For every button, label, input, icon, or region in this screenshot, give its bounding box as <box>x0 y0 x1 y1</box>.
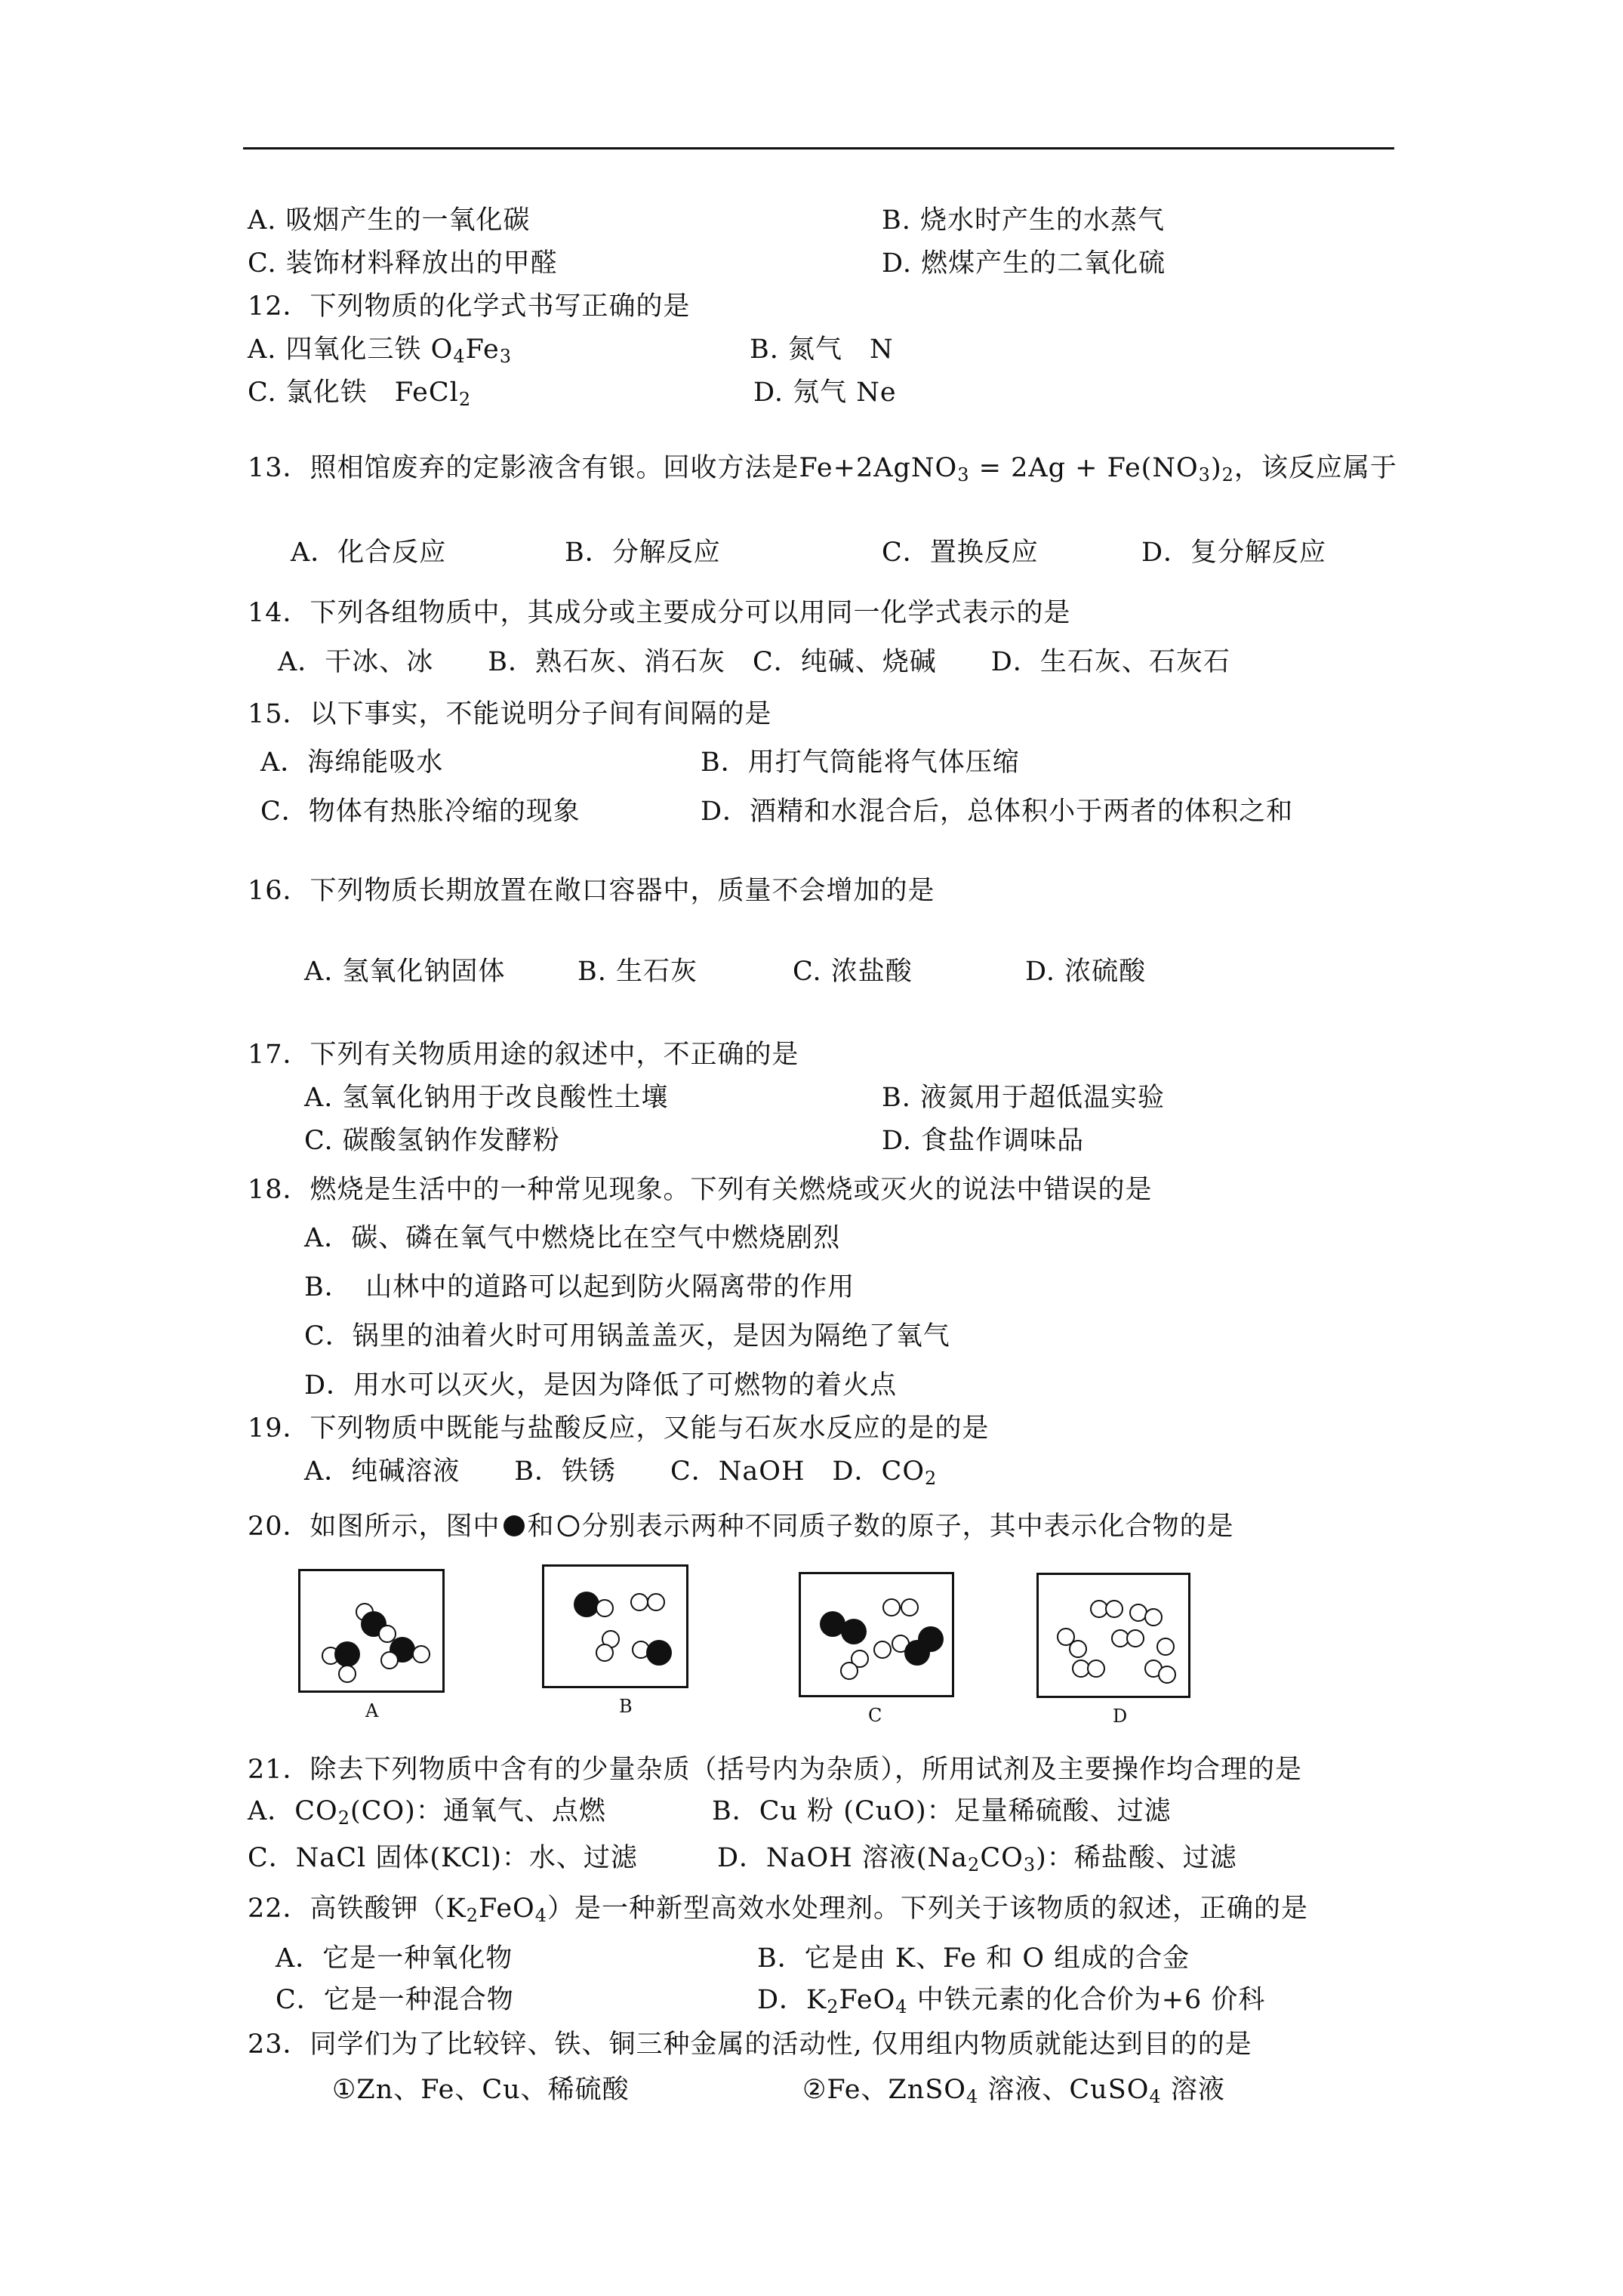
molecule-diagram-d <box>1039 1575 1188 1696</box>
q16-option-c: C. 浓盐酸 <box>793 957 913 987</box>
q13-option-a: A．化合反应 <box>291 538 447 568</box>
filled-atom-icon <box>502 1514 526 1538</box>
q18-option-d: D．用水可以灭火，是因为降低了可燃物的着火点 <box>304 1370 898 1401</box>
diagram-d <box>1036 1573 1190 1698</box>
q22-option-b: B．它是由 K、Fe 和 O 组成的合金 <box>757 1943 1190 1974</box>
q21-option-d: D．NaOH 溶液$(Na_2CO_3)$：稀盐酸、过滤 <box>717 1843 1237 1875</box>
q21-option-c: C．NaCl 固体(KCl)：水、过滤 <box>248 1843 638 1873</box>
q19-stem: 19．下列物质中既能与盐酸反应，又能与石灰水反应的是的是 <box>248 1413 990 1444</box>
molecule-diagram-b <box>544 1567 686 1686</box>
q12-option-d: D. 氖气 Ne <box>753 378 897 408</box>
q12-option-b: B. 氮气 N <box>750 334 894 365</box>
q12-option-c: C. 氯化铁 FeCl$_2$ <box>248 378 472 410</box>
q12-stem: 12．下列物质的化学式书写正确的是 <box>248 291 691 322</box>
q16-option-b: B. 生石灰 <box>577 957 698 987</box>
q17-option-c: C. 碳酸氢钠作发酵粉 <box>304 1126 560 1156</box>
q17-option-b: B. 液氮用于超低温实验 <box>882 1083 1165 1113</box>
q23-stem: 23．同学们为了比较锌、铁、铜三种金属的活动性, 仅用组内物质就能达到目的的是 <box>248 2029 1252 2060</box>
diagram-d-label: D <box>1113 1706 1128 1727</box>
q23-option-2: ②Fe、ZnSO$_4$ 溶液、CuSO$_4$ 溶液 <box>802 2075 1225 2107</box>
diagram-a <box>298 1569 445 1693</box>
q19-options: A．纯碱溶液 B．铁锈 C．NaOH D．$CO_2$ <box>304 1456 938 1489</box>
q15-option-c: C．物体有热胀冷缩的现象 <box>260 797 581 827</box>
q22-stem: 22．高铁酸钾$(K_2FeO_4)$是一种新型高效水处理剂。下列关于该物质的叙述，正确的是 <box>248 1894 1309 1926</box>
q14-options: A．干冰、冰 B．熟石灰、消石灰 C．纯碱、烧碱 D．生石灰、石灰石 <box>278 647 1230 677</box>
diagram-b <box>542 1564 688 1688</box>
q13-stem: 13．照相馆废弃的定影液含有银。回收方法是Fe+2AgNO$_3$ = $2Ag + Fe(NO_3)_2$，该反应属于 <box>248 453 1397 485</box>
q16-option-a: A. 氢氧化钠固体 <box>304 957 506 987</box>
q22-option-c: C．它是一种混合物 <box>276 1985 514 2015</box>
diagram-a-label: A <box>365 1700 379 1721</box>
q15-option-d: D．酒精和水混合后，总体积小于两者的体积之和 <box>701 797 1294 827</box>
q17-option-d: D. 食盐作调味品 <box>882 1126 1085 1156</box>
q22-option-d: D．$K_2FeO_4$ 中铁元素的化合价为+6 价科 <box>757 1985 1266 2017</box>
diagram-b-label: B <box>619 1696 633 1717</box>
q12-option-a: A. 四氧化三铁 $O_4Fe_3$ <box>248 334 513 367</box>
q11-option-a: A. 吸烟产生的一氧化碳 <box>248 205 531 236</box>
q13-option-d: D．复分解反应 <box>1141 538 1327 568</box>
q22-option-a: A．它是一种氧化物 <box>276 1943 513 1974</box>
q17-option-a: A. 氢氧化钠用于改良酸性土壤 <box>304 1083 669 1113</box>
diagram-c-label: C <box>868 1705 882 1726</box>
header-rule <box>243 147 1394 149</box>
q21-option-a: A．$CO_2(CO)$：通氧气、点燃 <box>248 1796 606 1829</box>
q11-option-d: D. 燃煤产生的二氧化硫 <box>882 248 1166 279</box>
q23-option-1: ①Zn、Fe、Cu、稀硫酸 <box>332 2075 630 2105</box>
q15-option-a: A．海绵能吸水 <box>260 747 444 778</box>
q16-option-d: D. 浓硫酸 <box>1025 957 1147 987</box>
q21-stem: 21．除去下列物质中含有的少量杂质（括号内为杂质），所用试剂及主要操作均合理的是 <box>248 1755 1303 1785</box>
open-atom-icon <box>556 1514 581 1538</box>
q11-option-c: C. 装饰材料释放出的甲醛 <box>248 248 558 279</box>
q15-stem: 15．以下事实，不能说明分子间有间隔的是 <box>248 699 772 729</box>
q16-stem: 16．下列物质长期放置在敞口容器中，质量不会增加的是 <box>248 876 935 906</box>
q13-option-b: B．分解反应 <box>565 538 721 568</box>
q18-option-b: B． 山林中的道路可以起到防火隔离带的作用 <box>304 1272 855 1302</box>
molecule-diagram-c <box>801 1574 952 1695</box>
q18-option-c: C．锅里的油着火时可用锅盖盖灭，是因为隔绝了氧气 <box>304 1321 950 1351</box>
q11-option-b: B. 烧水时产生的水蒸气 <box>882 205 1165 236</box>
q21-option-b: B．Cu 粉 (CuO)：足量稀硫酸、过滤 <box>712 1796 1172 1826</box>
q20-stem: 20．如图所示，图中 和 分别表示两种不同质子数的原子，其中表示化合物的是 <box>248 1512 1234 1542</box>
molecule-diagram-a <box>300 1571 442 1690</box>
q15-option-b: B．用打气筒能将气体压缩 <box>701 747 1020 778</box>
q13-option-c: C．置换反应 <box>882 538 1039 568</box>
diagram-c <box>799 1572 954 1697</box>
q17-stem: 17．下列有关物质用途的叙述中，不正确的是 <box>248 1040 799 1070</box>
q14-stem: 14．下列各组物质中，其成分或主要成分可以用同一化学式表示的是 <box>248 598 1071 628</box>
q18-stem: 18．燃烧是生活中的一种常见现象。下列有关燃烧或灭火的说法中错误的是 <box>248 1175 1153 1205</box>
q18-option-a: A．碳、磷在氧气中燃烧比在空气中燃烧剧烈 <box>304 1223 841 1253</box>
